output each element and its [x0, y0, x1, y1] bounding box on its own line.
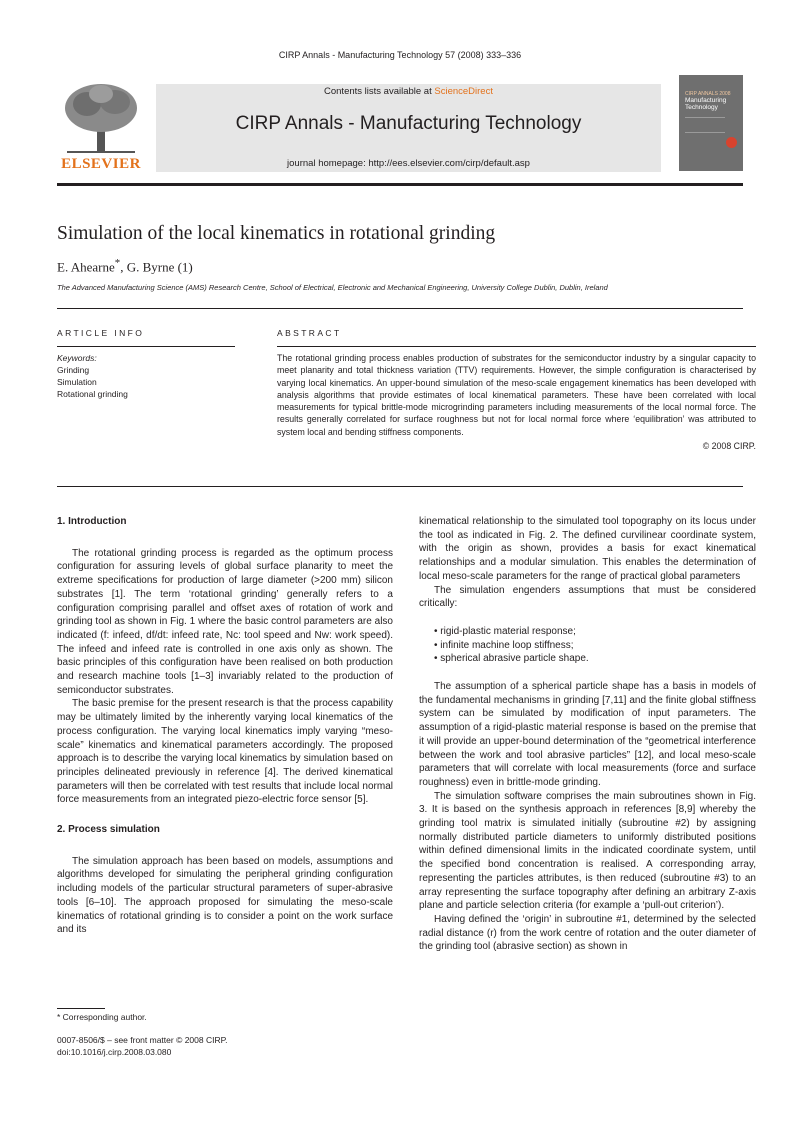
article-info-rule: [57, 346, 235, 347]
elsevier-logo: [57, 82, 145, 176]
keyword-item: Simulation: [57, 377, 97, 387]
author-1[interactable]: E. Ahearne: [57, 259, 115, 275]
bullet-item: • infinite machine loop stiffness;: [434, 639, 574, 651]
author-2[interactable]: , G. Byrne (1): [120, 259, 193, 275]
cover-title: Manufacturing Technology: [685, 97, 727, 111]
header-rule: [57, 183, 743, 186]
section-heading-introduction: 1. Introduction: [57, 516, 127, 527]
keyword-item: Grinding: [57, 365, 90, 375]
publisher-wordmark: ELSEVIER: [61, 156, 141, 172]
sciencedirect-link[interactable]: ScienceDirect: [434, 86, 493, 97]
bullet-item: • spherical abrasive particle shape.: [434, 653, 589, 665]
right-column: [419, 515, 756, 954]
paragraph: The rotational grinding process is regarded as the optimum process configuration for assuring levels of global surface planarity to meet the extreme specifications for production of large diameter (>200 mm) silicon substrates [1]. The term ‘rotational grinding’ generally refers to a configuration comprising parallel and offset axes of rotation of work and grinding tool as shown in Fig. 1 where the basic control parameters are also indicated (f: infeed, df/dt: infeed rate, Nc: tool speed and Nw: work speed). The infeed and infeed rate is controlled in one axis only as shown. The basic principles of this configuration have been realised on both production and research machine tools [1–3] invariably related to the production of semiconductor substrates.: [57, 547, 393, 696]
elsevier-tree-icon: [57, 82, 145, 154]
left-column: [57, 515, 393, 937]
abstract-text: The rotational grinding process enables production of substrates for the semiconductor industry by a singular capacity to meet planarity and total thickness variation (TTV) requirements. However, the simple configuration is characterised by varying local kinematics. An upper-bound simulation of the meso-scale engagement kinematics has been developed with analysis algorithms that provide estimates of local kinematical parameters. These have been correlated with local measurements for typical brittle-mode microgrinding parameters including measurements of the local normal force. The results generally correlated for surface roughness but not for local normal force where ‘equilibration’ was attributed to system local and bending stiffness components.: [277, 353, 756, 437]
paragraph: The simulation approach has been based on models, assumptions and algorithms developed for simulating the peripheral grinding configuration including models of the particular structural parameters of super-abrasive tools [6–10]. The approach proposed for simulating the meso-scale kinematics of rotational grinding is to consider a point on the work surface and its: [57, 855, 393, 936]
paragraph: Having defined the ‘origin’ in subroutine #1, determined by the selected radial distance (r) from the work centre of rotation and the outer diameter of the grinding tool (abrasive section) as shown in: [419, 913, 756, 953]
cover-lines: [685, 117, 725, 133]
article-info-heading: ARTICLE INFO: [57, 328, 145, 338]
footnote-rule: [57, 1008, 105, 1009]
paragraph: The basic premise for the present research is that the process capability may be ultimately limited by the inherently varying local kinematics of the process configuration. The varying local kinematics imply varying “meso-scale” kinematics and kinematical parameters accordingly. The proposed approach is to describe the varying local kinematics by simulation based on principles delineated previously in reference [4]. The derived kinematical parameters will then be correlated with test results that include local normal force measurements from an integrated piezo-electric force sensor [5].: [57, 698, 393, 806]
journal-banner: [156, 84, 661, 172]
authors: [57, 257, 193, 275]
corresponding-mark[interactable]: *: [114, 257, 121, 269]
section-heading-process-simulation: 2. Process simulation: [57, 824, 160, 836]
cirp-seal-icon: [726, 137, 737, 148]
affiliation: The Advanced Manufacturing Science (AMS) Research Centre, School of Electrical, Electronic and Mechanical Engineering, University College Dublin, Dublin, Ireland: [57, 283, 608, 292]
contents-prefix: Contents lists available at: [324, 86, 435, 97]
bullet-item: • rigid-plastic material response;: [434, 625, 576, 637]
abstract-bottom-rule: [57, 486, 743, 487]
journal-cover-thumbnail: [679, 75, 743, 171]
cover-series: CIRP ANNALS 2008: [685, 91, 731, 97]
abstract-heading: ABSTRACT: [277, 328, 342, 338]
keywords-label: Keywords:: [57, 353, 97, 363]
article-title: Simulation of the local kinematics in rotational grinding: [57, 223, 496, 244]
abstract-rule: [277, 346, 756, 347]
keyword-item: Rotational grinding: [57, 389, 128, 399]
affiliation-rule: [57, 308, 743, 309]
abstract-copyright: © 2008 CIRP.: [702, 441, 756, 452]
footnote: * Corresponding author.: [57, 1012, 147, 1022]
keywords-block: [57, 352, 235, 400]
journal-title: CIRP Annals - Manufacturing Technology: [235, 113, 582, 134]
paragraph: The assumption of a spherical particle shape has a basis in models of the fundamental mechanisms in grinding [7,11] and the finite global stiffness system can be simulated by modification of input parameters. The assumption of a rigid-plastic material response is based on the premise that it will provide an upper-bound determination of the “geometrical interference between the work and tool abrasive particles” [12], and local meso-scale parameters that will correlate with local measurements (force and surface roughness) even in brittle-mode grinding.: [419, 681, 756, 788]
paragraph: The simulation engenders assumptions that must be considered critically:: [419, 584, 756, 610]
paragraph: The simulation software comprises the main subroutines shown in Fig. 3. It is based on the synthesis approach in references [8,9] whereby the grinding tool matrix is simulated initially (subroutine #2) by assigning normally distributed particle diameters to uniformly distributed positions within defined dimensional limits in the indicated coordinate system, until the specified bond concentration is realised. A corresponding array, representing the particles attributes, is then reduced (subroutine #3) to an array representing the surface topography after defining an arbitrary Z-axis plane and particle selection criteria (for example a ‘pull-out criterion’).: [419, 790, 756, 912]
issn-line: 0007-8506/$ – see front matter © 2008 CIRP.: [57, 1035, 228, 1045]
journal-homepage-link[interactable]: journal homepage: http://ees.elsevier.com/cirp/default.asp: [287, 158, 530, 169]
paragraph: kinematical relationship to the simulated tool topography on its locus under the tool as indicated in Fig. 2. The defined curvilinear coordinate system, with the origin as shown, provides a basis for exact kinematical relationships and a modular simulation. This enables the determination of local meso-scale parameters for the range of practical global parameters: [419, 516, 756, 582]
running-head: CIRP Annals - Manufacturing Technology 57 (2008) 333–336: [278, 50, 522, 60]
publication-info: [57, 1034, 228, 1058]
contents-line: [156, 86, 661, 97]
doi-link[interactable]: doi:10.1016/j.cirp.2008.03.080: [57, 1047, 172, 1057]
abstract-block: [277, 352, 756, 452]
